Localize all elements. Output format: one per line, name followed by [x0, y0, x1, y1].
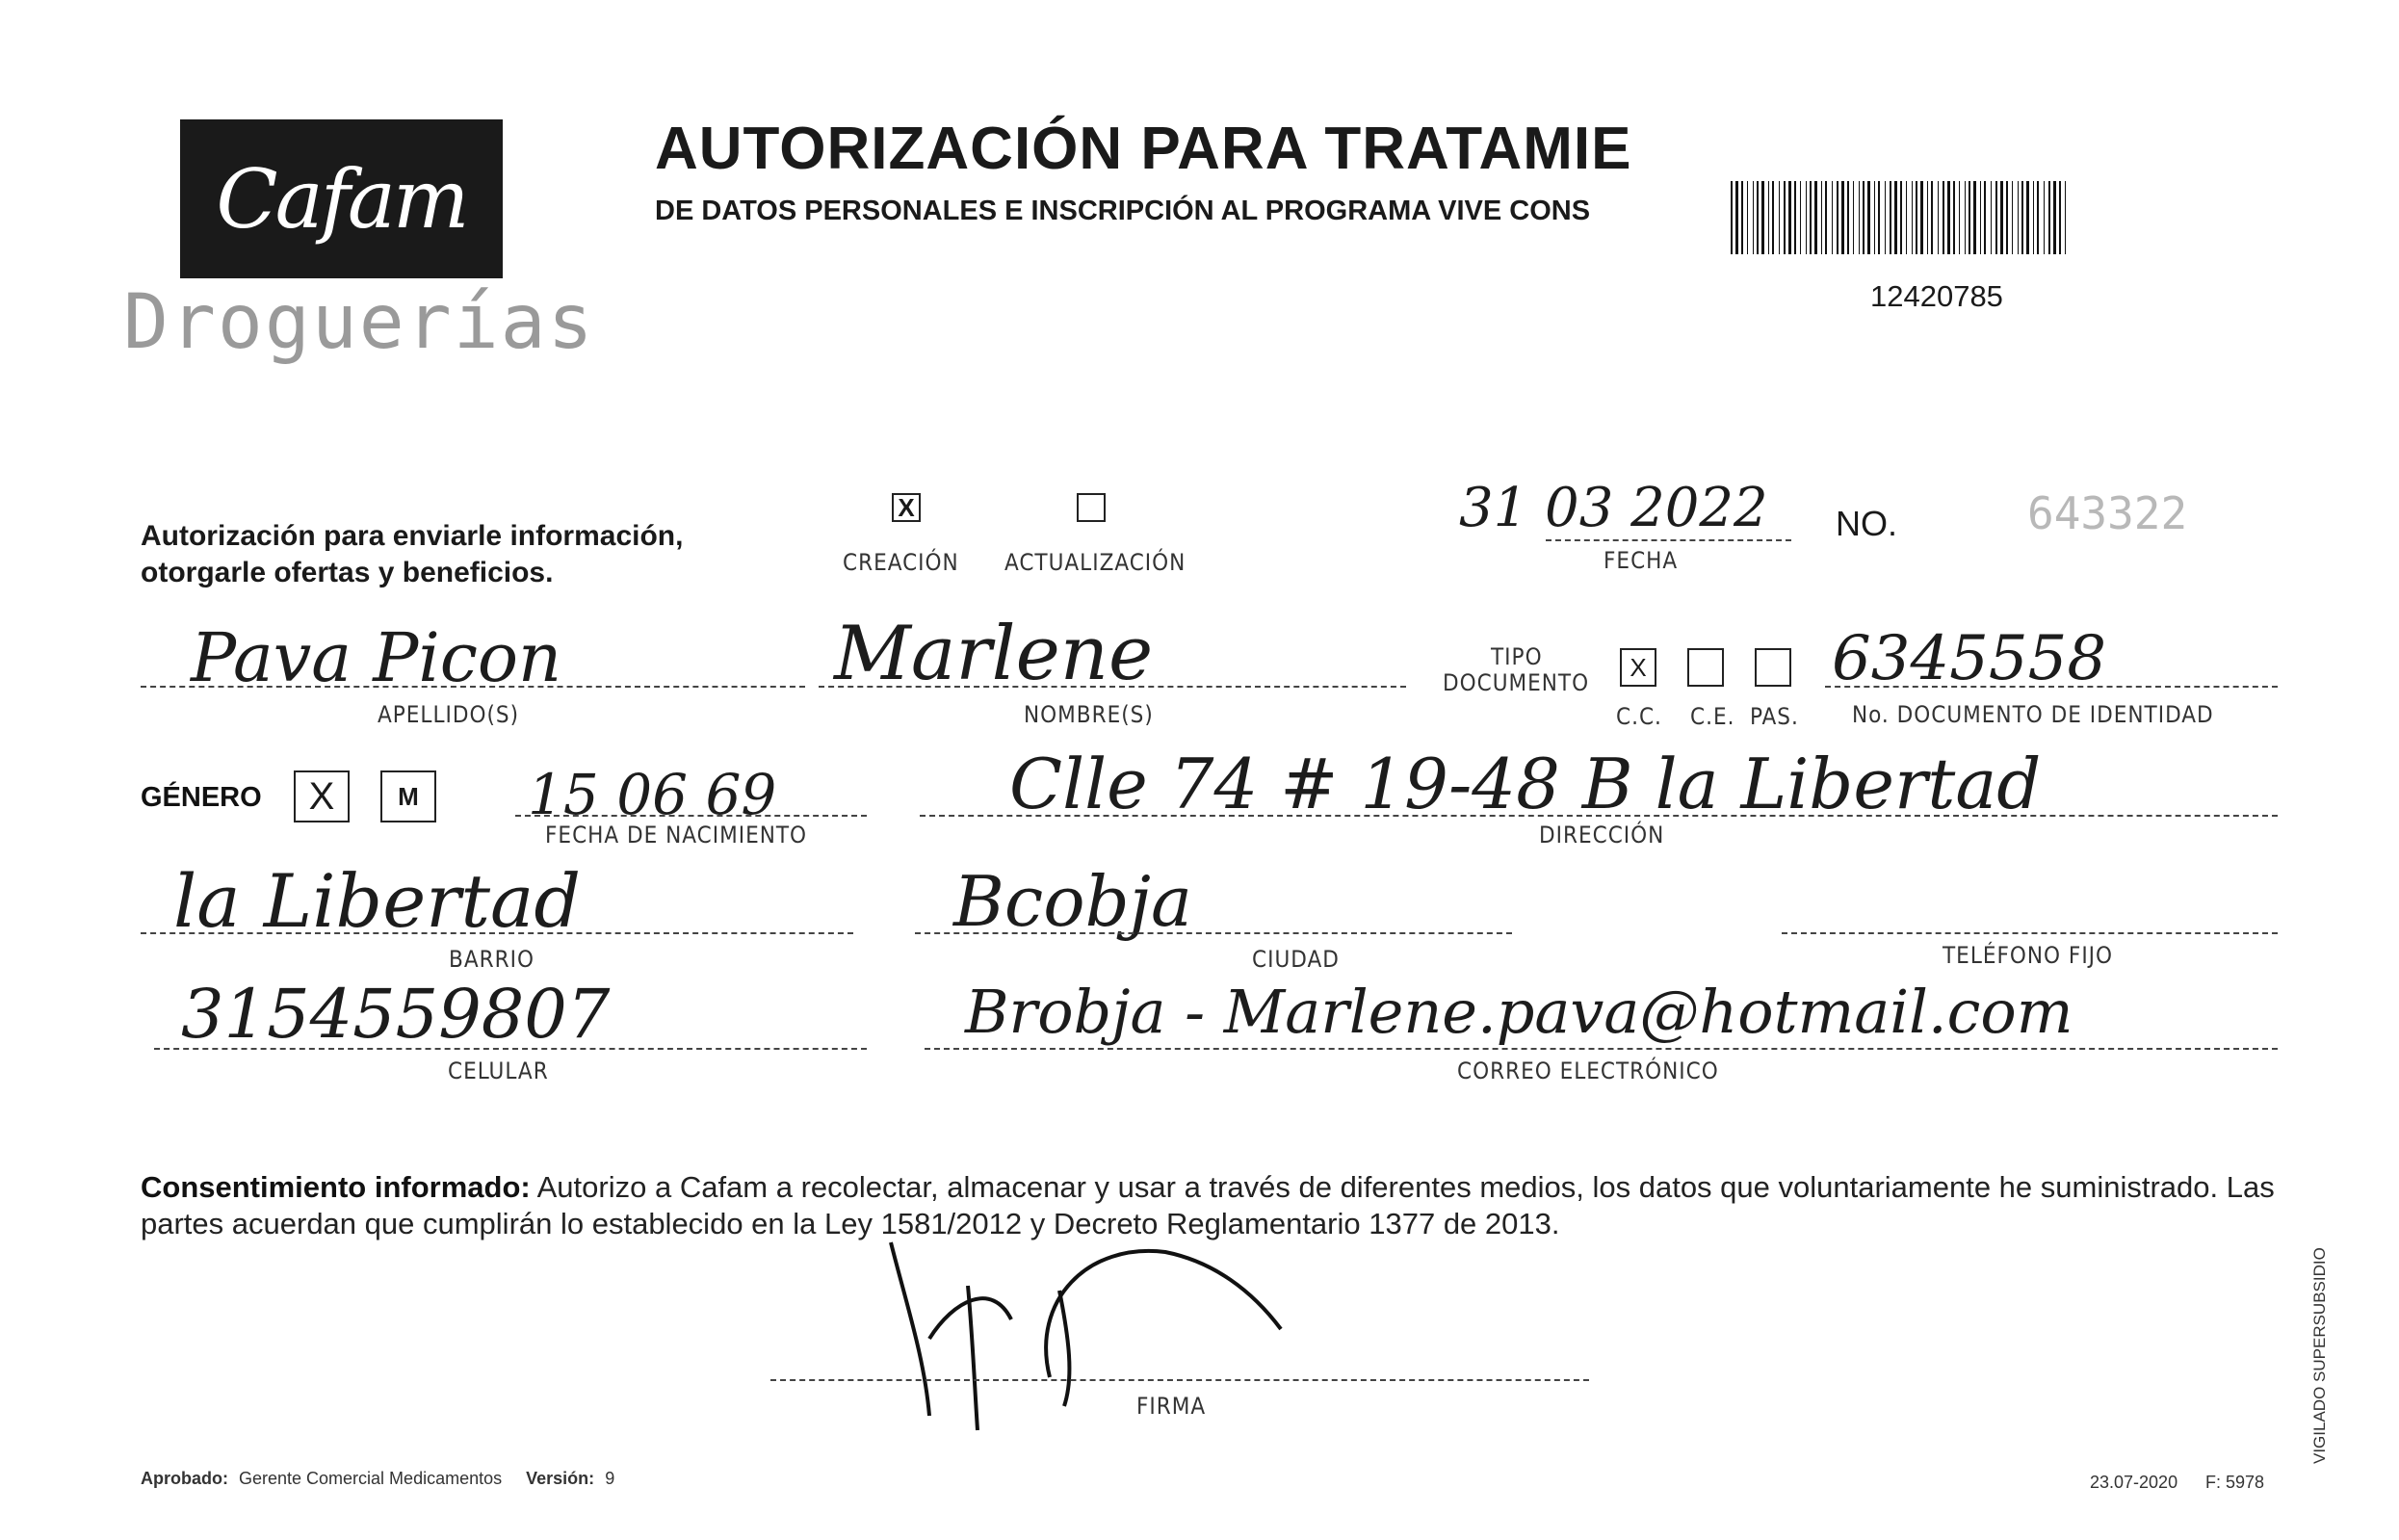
neighborhood-line	[141, 932, 853, 934]
phone-line	[1782, 932, 2278, 934]
phone-label: TELÉFONO FIJO	[1943, 942, 2114, 969]
surnames-value: Pava Picon	[191, 618, 562, 697]
names-value: Marlene	[834, 611, 1154, 697]
version-label: Versión:	[526, 1469, 595, 1488]
version-value: 9	[605, 1469, 615, 1488]
date-value: 31 03 2022	[1459, 477, 1768, 539]
barcode	[1731, 181, 2068, 254]
surnames-label: APELLIDO(S)	[378, 701, 520, 728]
address-line	[920, 815, 2278, 817]
no-label: NO.	[1836, 504, 1898, 543]
doc-cc-mark: X	[1630, 653, 1647, 682]
birth-label: FECHA DE NACIMIENTO	[545, 822, 808, 848]
document-subtitle: DE DATOS PERSONALES E INSCRIPCIÓN AL PROGRAMA VIVE CONS	[655, 196, 1591, 226]
document-title: AUTORIZACIÓN PARA TRATAMIE	[655, 116, 1632, 182]
names-label: NOMBRE(S)	[1024, 701, 1154, 728]
doc-ce-label: C.E.	[1690, 703, 1735, 730]
signature-label: FIRMA	[1136, 1393, 1207, 1420]
footer-code: F: 5978	[2205, 1473, 2265, 1492]
doc-ce-checkbox[interactable]	[1687, 648, 1724, 687]
signature-scribble	[867, 1223, 1329, 1435]
date-label: FECHA	[1604, 547, 1679, 574]
doc-pas-label: PAS.	[1750, 703, 1799, 730]
names-line	[819, 686, 1406, 688]
doc-number-value: 6345558	[1832, 623, 2107, 694]
gender-m-checkbox[interactable]	[380, 770, 436, 822]
city-line	[915, 932, 1512, 934]
address-label: DIRECCIÓN	[1539, 822, 1665, 848]
gender-f-mark: X	[308, 774, 335, 818]
authorization-line-2: otorgarle ofertas y beneficios.	[141, 557, 554, 588]
address-value: Clle 74 # 19-48 B la Libertad	[1009, 744, 2042, 824]
doc-pas-checkbox[interactable]	[1755, 648, 1791, 687]
doc-number-line	[1825, 686, 2278, 688]
doc-type-label-1: TIPO	[1491, 643, 1543, 670]
mobile-value: 3154559807	[181, 975, 611, 1054]
creation-label: CREACIÓN	[843, 549, 959, 576]
authorization-text	[141, 518, 683, 591]
neighborhood-label: BARRIO	[449, 946, 535, 973]
consent-body: Autorizo a Cafam a recolectar, almacenar y usar a través de diferentes medios, los datos que voluntariamente he suministrado. Las partes acuerdan que cumplirán lo establecido en la Ley 1581/2012 y Decreto Reglamentario 1377 de 2013.	[141, 1170, 2275, 1240]
logo-subtitle: Droguerías	[123, 279, 595, 366]
email-label: CORREO ELECTRÓNICO	[1457, 1057, 1719, 1084]
gender-f-checkbox[interactable]	[294, 770, 350, 822]
authorization-line-1: Autorización para enviarle información,	[141, 520, 684, 552]
email-line	[925, 1048, 2278, 1050]
doc-type-label-2: DOCUMENTO	[1443, 669, 1590, 696]
cafam-logo	[180, 119, 503, 278]
doc-number-label: No. DOCUMENTO DE IDENTIDAD	[1852, 701, 2214, 728]
consent-heading: Consentimiento informado:	[141, 1170, 531, 1204]
neighborhood-value: la Libertad	[173, 858, 582, 944]
creation-mark: X	[898, 493, 915, 522]
footer-approved	[141, 1470, 614, 1487]
city-label: CIUDAD	[1252, 946, 1340, 973]
side-vertical-text: VIGILADO SUPERSUBSIDIO	[2310, 1247, 2329, 1464]
birth-value: 15 06 69	[528, 762, 777, 827]
update-label: ACTUALIZACIÓN	[1004, 549, 1186, 576]
update-checkbox[interactable]	[1077, 493, 1106, 522]
barcode-number: 12420785	[1870, 279, 2003, 313]
signature-line	[770, 1379, 1589, 1381]
footer-date: 23.07-2020	[2090, 1473, 2178, 1492]
mobile-line	[154, 1048, 867, 1050]
no-value: 643322	[2027, 487, 2188, 539]
gender-m-label: M	[398, 781, 419, 811]
doc-cc-checkbox[interactable]	[1620, 648, 1656, 687]
approved-value: Gerente Comercial Medicamentos	[239, 1469, 503, 1488]
doc-cc-label: C.C.	[1616, 703, 1662, 730]
approved-label: Aprobado:	[141, 1469, 228, 1488]
surnames-line	[141, 686, 805, 688]
mobile-label: CELULAR	[448, 1057, 549, 1084]
city-value: Bcobja	[953, 861, 1192, 942]
logo-text: Cafam	[216, 151, 467, 247]
birth-line	[515, 815, 867, 817]
date-line	[1546, 539, 1791, 541]
email-value: Brobja - Marlene.pava@hotmail.com	[965, 977, 2073, 1047]
creation-checkbox[interactable]	[892, 493, 921, 522]
gender-label: GÉNERO	[141, 782, 262, 813]
